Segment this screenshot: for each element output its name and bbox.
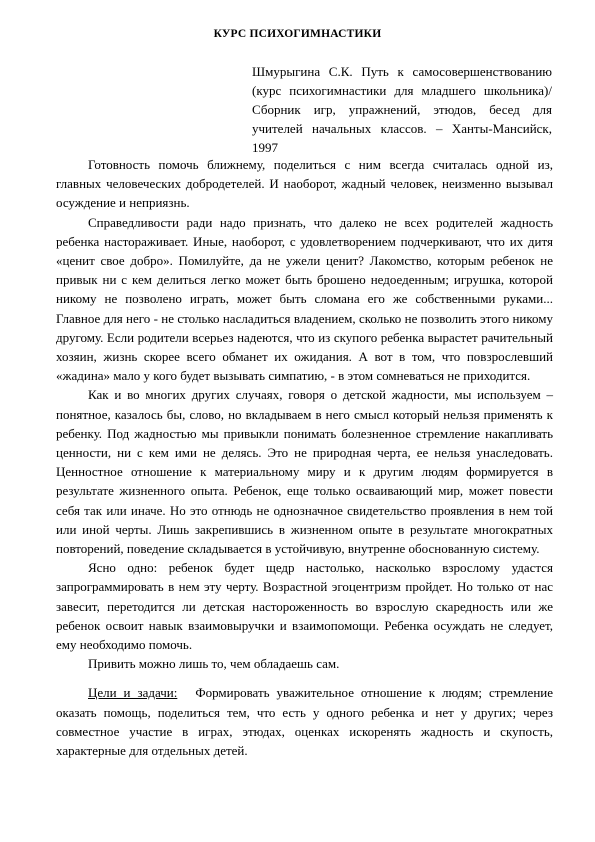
paragraph-2: Справедливости ради надо признать, что далеко не всех родителей жадность ребенка настораживает. Иные, наоборот, с удовлетворением подчеркивают, что их дитя «ценит свое добро». Помилуйте, да не ужели ценит? Лакомство, которым ребенок не привык ни с кем делиться легко может быть брошено недоеденным; игрушка, которой никому не позволено играть, может быть сломана его же собственными руками... Главное для него - не столько насладиться владением, сколько не позволить этого никому другому. Если родители всерьез надеются, что из скупого ребенка вырастет рачительный хозяин, жизнь скорее всего обманет их ожидания. А вот в том, что повзрослевший «жадина» мало у кого будет вызывать симпатию, - в этом сомневаться не приходится. <box>56 214 553 384</box>
paragraph-4: Ясно одно: ребенок будет щедр настолько, насколько взрослому удастся запрограммировать в нем эту черту. Возрастной эгоцентризм пройдет. Но только от нас завесит, перетодится ли детская настороженность во взрослую скаредность или же ребенок освоит навык взаимовыручки и взаимопомощи. Ребенка осуждать не следует, ему необходимо помочь. <box>56 560 553 653</box>
document-title: КУРС ПСИХОГИМНАСТИКИ <box>213 28 382 40</box>
goals-paragraph <box>56 683 553 760</box>
paragraph-1: Готовность помочь ближнему, поделиться с ним всегда считалась одной из, главных человеческих добродетелей. И наоборот, жадный человек, неизменно вызывал осуждение и неприязнь. <box>56 157 553 211</box>
citation-block: Шмурыгина С.К. Путь к самосовершенствованию (курс психогимнастики для младшего школьника)/Сборник игр, упражнений, этюдов, бесед для учителей начальных классов. – Ханты-Мансийск, 1997 <box>252 64 552 155</box>
goals-label: Цели и задачи: <box>88 685 178 701</box>
goals-text: Формировать уважительное отношение к людям; стремление оказать помощь, поделиться тем, что есть у одного ребенка и нет у других; через совместное участие в играх, этюдах, оценках искоренять жадность и скупость, характерные для отдельных детей. <box>56 685 554 759</box>
paragraph-5: Привить можно лишь то, чем обладаешь сам. <box>88 656 340 672</box>
paragraph-3: Как и во многих других случаях, говоря о детской жадности, мы используем – понятное, казалось бы, слово, но вкладываем в него смысл который нельзя применять к ребенку. Под жадностью мы привыкли понимать болезненное стремление накапливать ценности, ни с кем ими не делясь. Это не природная черта, ее нельзя унаследовать. Ценностное отношение к материальному миру и к другим людям формируется в результате жизненного опыта. Ребенок, еще только осваивающий мир, может повести себя так или иначе. Но это отнюдь не однозначное свидетельство проявления в нем той или иной черты. Лишь закрепившись в жизненном опыте в результате многократных повторений, поведение складывается в устойчивую, внутренне обоснованную систему. <box>56 387 553 557</box>
body-text <box>56 155 553 760</box>
